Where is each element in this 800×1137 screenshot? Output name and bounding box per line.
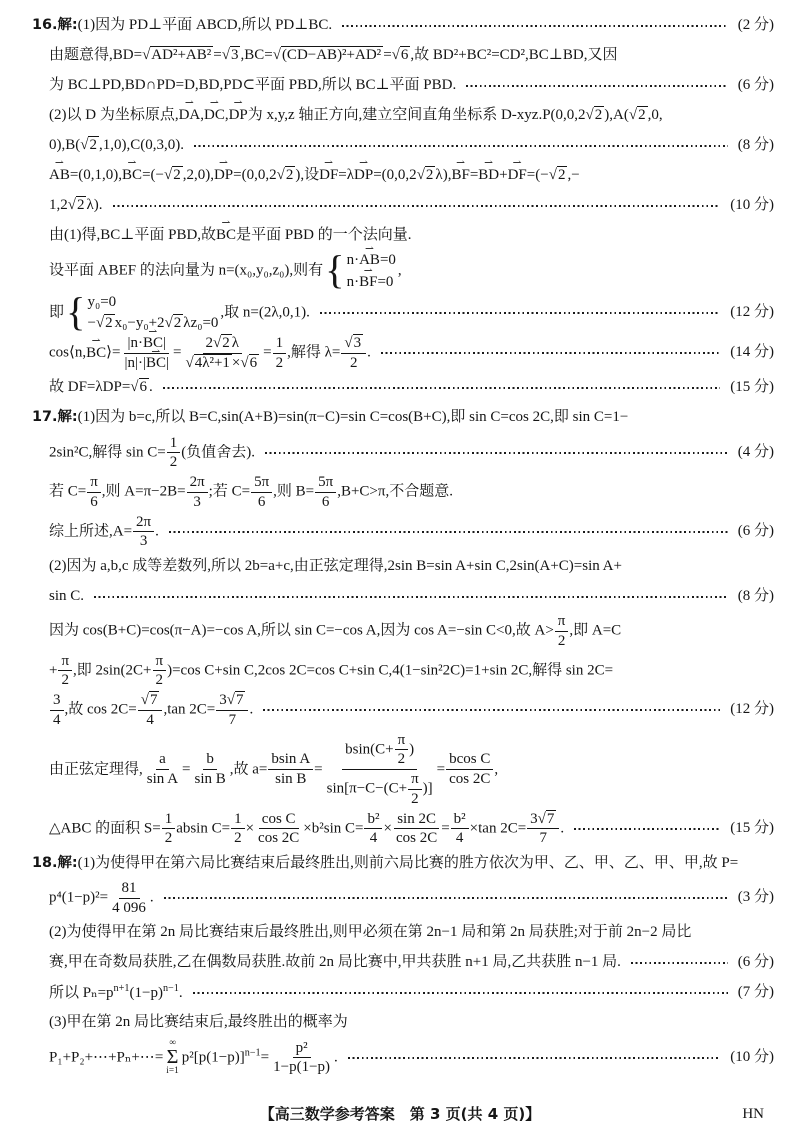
line-text: 18.解:(1)为使得甲在第六局比赛结束后最终胜出,则前六局比赛的胜方依次为甲、乙、甲、乙、甲、甲,故 P=: [32, 854, 739, 871]
document-line: [0, 849, 774, 878]
line-text: (2)为使得甲在第 2n 局比赛结束后最终胜出,则甲必须在第 2n−1 局和第 2n 局获胜;对于前 2n−2 局比: [49, 924, 692, 941]
line-text: 若 C= $\frac{\pi}{6}$ ,则 A=π−2B= $\frac{2\pi}{3}$ ;若 C= $\frac{5\pi}{6}$ ,则 B= $\frac{5\pi}{6}$ ,B+C>π,不合题意.: [49, 474, 453, 510]
score-label: (15 分): [730, 379, 774, 396]
line-text: 即 { y₀=0 −√2 x₀−y₀+2√2 λz₀=0 ,取 n=(2λ,0,1).: [49, 288, 310, 334]
score-label: (8 分): [737, 587, 774, 604]
dotted-leader: [381, 352, 720, 354]
document-line: [0, 131, 774, 160]
line-text: 设平面 ABEF 的法向量为 n=(x₀,y₀,z₀),则有 { n·AB ⇀=0 n·BF ⇀=0 ,: [49, 251, 402, 292]
document-line: [0, 191, 774, 220]
line-text: P₁+P₂+⋯+Pₙ+⋯= ∞ Σ i=1 $p^2[p(1-p)]^{n-1}=$ $\frac{\text{p²}}{1-p(1-p)}$ .: [49, 1037, 338, 1077]
dotted-leader: [194, 145, 728, 147]
document-lines: [0, 11, 774, 1077]
line-text: 0),B(√2 ,1,0),C(0,3,0).: [49, 136, 184, 153]
dotted-leader: [348, 1057, 720, 1059]
line-text: 16.解:(1)因为 PD⊥平面 ABCD,所以 PD⊥BC.: [32, 16, 333, 33]
dotted-leader: [631, 962, 728, 964]
document-line: [0, 41, 774, 70]
score-label: (6 分): [737, 954, 774, 971]
dotted-leader: [164, 897, 728, 899]
document-line: [0, 552, 774, 581]
line-text: 2sin²C,解得 sin C= $\frac{1}{2}$ (负值舍去).: [49, 434, 255, 471]
document-line: [0, 11, 774, 40]
footer-title: 【高三数学参考答案 第 3 页(共 4 页)】: [259, 1105, 541, 1124]
line-text: 为 BC⊥PD,BD∩PD=D,BD,PD⊂平面 PBD,所以 BC⊥平面 PBD.: [49, 76, 457, 93]
dotted-leader: [163, 387, 720, 389]
dotted-leader: [193, 992, 728, 994]
dotted-leader: [265, 452, 728, 454]
document-line: [0, 879, 774, 918]
score-label: (3 分): [737, 889, 774, 906]
line-text: p⁴(1−p)²= $\frac{81}{4 096}$ .: [49, 880, 154, 916]
document-line: [0, 288, 774, 334]
line-text: $\frac{3}{4}$ ,故 cos 2C= $\frac{√7}{4}$ ,tan 2C= $\frac{3√7}{7}$ .: [49, 691, 253, 730]
document-line: [0, 652, 774, 691]
document-line: [0, 612, 774, 651]
score-label: (12 分): [730, 303, 774, 320]
line-text: 赛,甲在奇数局获胜,乙在偶数局获胜.故前 2n 局比赛中,甲共获胜 n+1 局,乙共获胜 n−1 局.: [49, 954, 621, 971]
score-label: (10 分): [730, 196, 774, 213]
line-text: 故 DF=λDP=√6 .: [49, 379, 153, 396]
document-line: [0, 247, 774, 293]
score-label: (6 分): [737, 76, 774, 93]
document-line: [0, 374, 774, 403]
document-line: [0, 731, 774, 809]
line-text: AB ⇀=(0,1,0),BC ⇀=(−√2 ,2,0),DP ⇀=(0,0,2√2 ),设DF ⇀=λDP ⇀=(0,0,2√2 λ),BF ⇀=BD ⇀+DF ⇀=(−√2 ,−: [49, 165, 580, 187]
document-line: [0, 404, 774, 433]
line-text: (3)甲在第 2n 局比赛结束后,最终胜出的概率为: [49, 1014, 348, 1031]
line-text: sin C.: [49, 587, 85, 604]
dotted-leader: [320, 312, 720, 314]
line-text: (2)以 D 为坐标原点,DA ⇀,DC ⇀,DP ⇀为 x,y,z 轴正方向,建立空间直角坐标系 D-xyz.P(0,0,2√2 ),A(√2 ,0,: [49, 105, 663, 127]
document-line: [0, 691, 774, 730]
dotted-leader: [169, 531, 728, 533]
document-line: [0, 919, 774, 948]
document-line: [0, 949, 774, 978]
line-text: 综上所述,A= $\frac{2\pi}{3}$ .: [49, 513, 159, 550]
score-label: (4 分): [737, 443, 774, 460]
line-text: 由题意得,BD=√AD²+AB² =√3 ,BC=√(CD−AB)²+AD² =√6 ,故 BD²+BC²=CD²,BC⊥BD,又因: [49, 46, 618, 63]
document-line: [0, 434, 774, 473]
document-line: [0, 334, 774, 373]
line-text: 所以 $P_n=p^{n+1}(1-p)^{n-1}$.: [49, 982, 183, 1001]
score-label: (2 分): [737, 16, 774, 33]
line-text: cos⟨n,BC ⇀⟩= $\frac{|n\cdot BC ⇀|}{|n|\cdot|BC ⇀|}$ = $\frac{2√2 \lambda}{\text{√4λ²+1 ×√6}}$ = $\frac{1}{2}$ ,解得 λ= $\frac{√3}{2}$ .: [49, 334, 371, 373]
document-line: [0, 810, 774, 849]
line-text: (2)因为 a,b,c 成等差数列,所以 2b=a+c,由正弦定理得,2sin B=sin A+sin C,2sin(A+C)=sin A+: [49, 557, 622, 574]
document-line: [0, 513, 774, 552]
footer-page-code: HN: [742, 1106, 764, 1123]
dotted-leader: [342, 25, 728, 27]
document-line: [0, 473, 774, 512]
document-line: [0, 101, 774, 130]
document-line: [0, 221, 774, 250]
score-label: (12 分): [730, 701, 774, 718]
document-line: [0, 582, 774, 611]
score-label: (8 分): [737, 136, 774, 153]
line-text: 因为 cos(B+C)=cos(π−A)=−cos A,所以 sin C=−cos A,因为 cos A=−sin C<0,故 A> $\frac{\pi}{2}$ ,即 A=C: [49, 613, 622, 649]
line-text: 由(1)得,BC⊥平面 PBD,故BC ⇀是平面 PBD 的一个法向量.: [49, 225, 412, 247]
line-text: 由正弦定理得, $\frac{a}{\text{sin A}}$ = $\frac{b}{\text{sin B}}$ ,故 a= $\frac{\text{bsin A}}{\text{sin B}}$ = bsin(C+ $\frac{\pi}{2}$ ) sin[π−C−(C+ $\frac{\pi}{2}$ )] = $\frac{\text{bcos C}}{\cos 2C}$ ,: [49, 731, 499, 807]
score-label: (6 分): [737, 522, 774, 539]
line-text: 17.解:(1)因为 b=c,所以 B=C,sin(A+B)=sin(π−C)=sin C=cos(B+C),即 sin C=cos 2C,即 sin C=1−: [32, 409, 629, 426]
score-label: (7 分): [737, 984, 774, 1001]
line-text: △ABC 的面积 S= $\frac{1}{2}$ absin C= $\frac{1}{2}$ × $\frac{\text{cos C}}{\cos 2C}$ ×b²sin C= $\frac{\text{b²}}{4}$ × $\frac{\sin 2C}{\cos 2C}$ = $\frac{\text{b²}}{4}$ ×tan 2C= $\frac{3√7}{7}$ .: [49, 810, 565, 847]
line-text: + $\frac{\pi}{2}$ ,即 2sin(2C+ $\frac{\pi}{2}$ )=cos C+sin C,2cos 2C=cos C+sin C,4(1−sin²2C)=1+sin 2C,解得 sin 2C=: [49, 652, 614, 689]
document-line: [0, 1039, 774, 1078]
score-label: (14 分): [730, 344, 774, 361]
document-line: [0, 161, 774, 190]
page-footer: [0, 1104, 800, 1127]
line-text: 1,2√2 λ).: [49, 196, 103, 213]
document-line: [0, 1009, 774, 1038]
document-line: [0, 71, 774, 100]
document-line: [0, 979, 774, 1008]
score-label: (15 分): [730, 819, 774, 836]
dotted-leader: [574, 828, 720, 830]
score-label: (10 分): [730, 1048, 774, 1065]
dotted-leader: [94, 596, 728, 598]
dotted-leader: [263, 709, 720, 711]
dotted-leader: [113, 205, 721, 207]
dotted-leader: [466, 85, 728, 87]
